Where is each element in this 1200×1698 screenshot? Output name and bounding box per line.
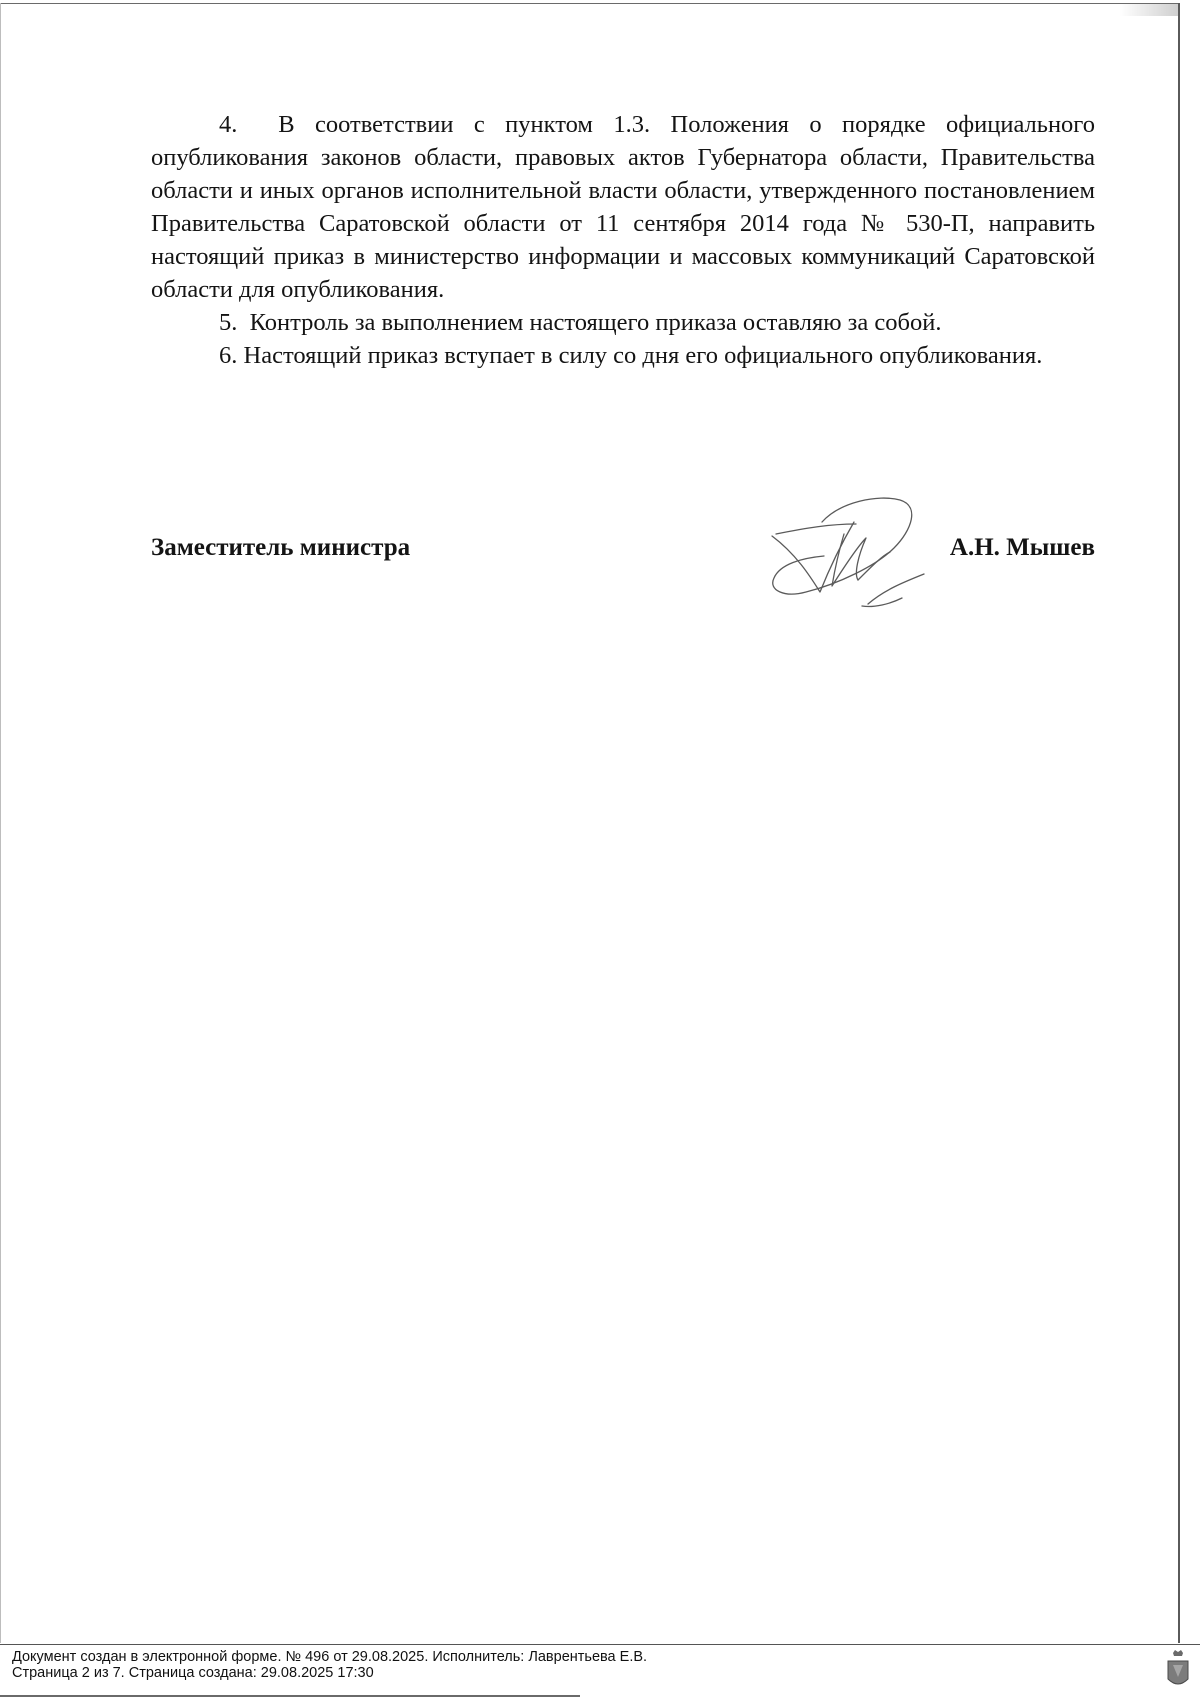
footer-text (12, 1649, 647, 1681)
signature-icon (766, 494, 941, 614)
document-footer (0, 1644, 1200, 1698)
paragraph-5: 5. Контроль за выполнением настоящего приказа оставляю за собой. (219, 309, 942, 336)
signer-position: Заместитель министра (151, 534, 411, 561)
scan-edge-right (1178, 3, 1180, 1643)
emblem-icon (1166, 1649, 1190, 1689)
scan-edge-left (0, 3, 1, 1643)
footer-line-page-info: Страница 2 из 7. Страница создана: 29.08.2025 17:30 (12, 1665, 374, 1681)
scan-shade (1120, 4, 1178, 16)
signer-name: А.Н. Мышев (949, 534, 1095, 561)
scan-edge-top (0, 3, 1180, 4)
signature-block (151, 534, 1095, 574)
document-body (151, 108, 1095, 372)
paragraph-6: 6. Настоящий приказ вступает в силу со дня его официального опубликования. (219, 342, 1043, 369)
footer-line-document-info: Документ создан в электронной форме. № 496 от 29.08.2025. Исполнитель: Лаврентьева Е.В. (12, 1649, 648, 1665)
footer-underline (0, 1695, 580, 1697)
paragraph-4: 4. В соответствии с пунктом 1.3. Положения о порядке официального опубликования законов области, правовых актов Губернатора области, Правительства области и иных органов исполнительной власти области, утвержденного постановлением Правительства Саратовской области от 11 сентября 2014 года № 530-П, направить настоящий приказ в министерство информации и массовых коммуникаций Саратовской области для опубликования. (151, 111, 1095, 303)
